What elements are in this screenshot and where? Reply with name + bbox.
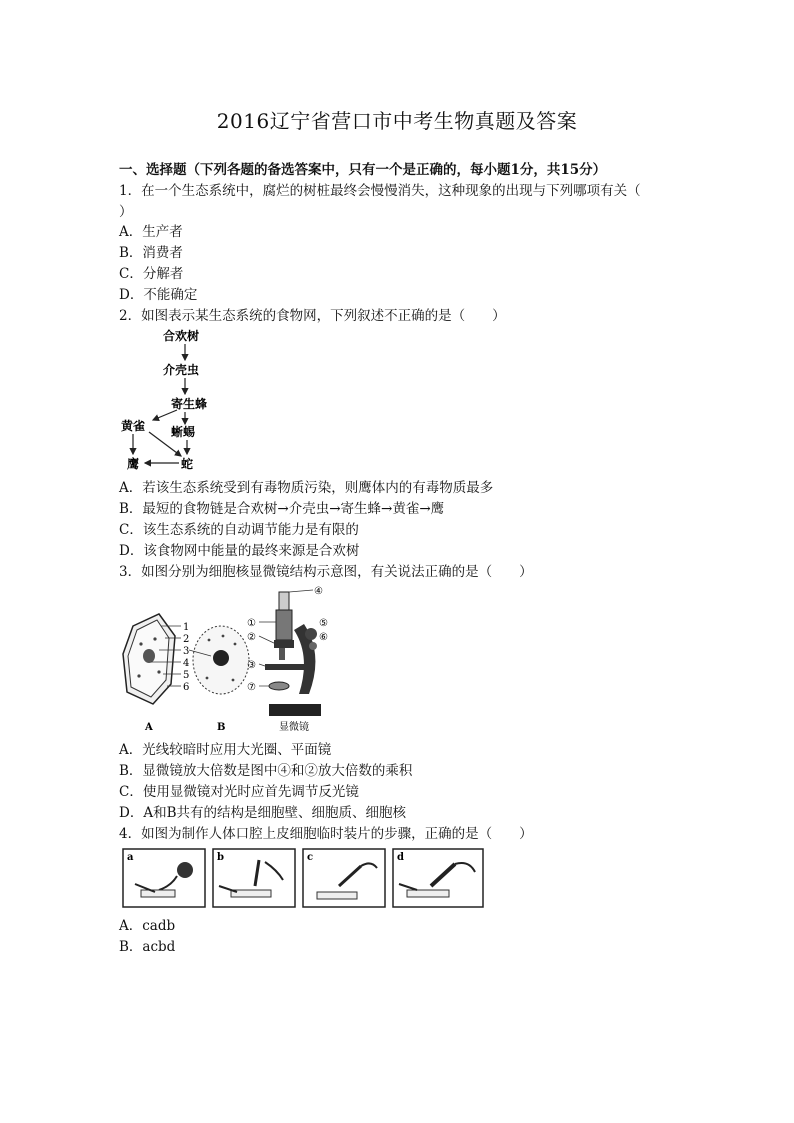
food-web-node: 黄雀 [121, 419, 146, 434]
option-d: D．A和B共有的结构是细胞壁、细胞质、细胞核 [119, 804, 406, 821]
panel-label: d [397, 852, 404, 864]
food-web-node: 鹰 [127, 457, 140, 472]
question-3 [119, 562, 679, 824]
step-panel-c [303, 849, 385, 907]
scope-label: ⑤ [319, 618, 328, 630]
food-web-node: 蜥蜴 [171, 425, 196, 440]
eyepiece [279, 592, 289, 610]
option-a: A．光线较暗时应用大光圈、平面镜 [119, 742, 332, 759]
question-4 [119, 824, 679, 958]
page-title: 2016辽宁省营口市中考生物真题及答案 [216, 109, 578, 133]
cell-label: 6 [183, 682, 190, 694]
question-stem-cont: ） [119, 203, 133, 220]
option-b: B．acbd [119, 939, 176, 956]
cell-label: 4 [183, 658, 190, 670]
option-c: C．使用显微镜对光时应首先调节反光镜 [119, 783, 359, 800]
animal-cell-nucleus [213, 650, 229, 666]
fine-adjustment [309, 642, 317, 650]
question-stem: 2．如图表示某生态系统的食物网，下列叙述不正确的是（ ） [119, 307, 506, 324]
figure-caption: B [217, 722, 226, 734]
question-stem: 4．如图为制作人体口腔上皮细胞临时装片的步骤，正确的是（ ） [119, 825, 533, 842]
mirror [269, 682, 289, 690]
slide-steps-figure [119, 846, 679, 912]
cell-label: 3 [183, 646, 190, 658]
scope-label: ② [247, 632, 256, 644]
panel-label: a [127, 852, 134, 864]
tube [276, 610, 292, 640]
food-web-arrow [153, 410, 177, 420]
option-b: B．消费者 [119, 245, 183, 262]
cell-microscope-figure [119, 584, 679, 736]
option-a: A．若该生态系统受到有毒物质污染，则鹰体内的有毒物质最多 [119, 480, 494, 497]
step-panel-d [393, 849, 483, 907]
food-web-figure [119, 328, 679, 474]
option-d: D．该食物网中能量的最终来源是合欢树 [119, 542, 360, 559]
base [269, 704, 321, 716]
exam-content [119, 160, 679, 958]
option-b: B．显微镜放大倍数是图中④和②放大倍数的乘积 [119, 763, 413, 780]
panel-label: b [217, 852, 224, 864]
section-heading: 一、选择题（下列各题的备选答案中，只有一个是正确的，每小题1分，共15分） [119, 162, 607, 178]
stage [265, 664, 305, 670]
cell-microscope-diagram [119, 584, 334, 736]
option-a: A．生产者 [119, 224, 183, 241]
food-web-diagram [119, 328, 249, 474]
food-web-node: 合欢树 [163, 329, 200, 344]
figure-caption: A [145, 722, 153, 734]
option-c: C．分解者 [119, 265, 184, 282]
option-d: D．不能确定 [119, 286, 198, 303]
scope-label: ④ [314, 586, 323, 598]
scope-label: ⑥ [319, 632, 328, 644]
step-panel-b [213, 849, 295, 907]
cell-label: 1 [183, 622, 190, 634]
scope-label: ① [247, 618, 256, 630]
question-stem: 1．在一个生态系统中，腐烂的树桩最终会慢慢消失，这种现象的出现与下列哪项有关（ [119, 182, 641, 199]
nosepiece [274, 640, 294, 648]
question-2 [119, 306, 679, 562]
plant-cell-nucleus [143, 649, 155, 663]
scope-label: ⑦ [247, 682, 256, 694]
food-web-node: 介壳虫 [163, 363, 200, 378]
food-web-node: 寄生蜂 [171, 397, 208, 412]
cell-label: 5 [183, 670, 190, 682]
option-c: C．该生态系统的自动调节能力是有限的 [119, 521, 359, 538]
question-1 [119, 181, 679, 306]
question-stem: 3．如图分别为细胞核显微镜结构示意图，有关说法正确的是（ ） [119, 563, 533, 580]
step-panel-a [123, 849, 205, 907]
cell-label: 2 [183, 634, 190, 646]
figure-caption: 显微镜 [279, 722, 309, 734]
scope-label: ③ [247, 660, 256, 672]
food-web-node: 蛇 [181, 457, 194, 472]
slide-steps-diagram [119, 846, 491, 912]
panel-label: c [307, 852, 314, 864]
coarse-adjustment [305, 628, 317, 640]
option-b: B．最短的食物链是合欢树→介壳虫→寄生蜂→黄雀→鹰 [119, 501, 445, 518]
option-a: A．cadb [119, 918, 176, 935]
